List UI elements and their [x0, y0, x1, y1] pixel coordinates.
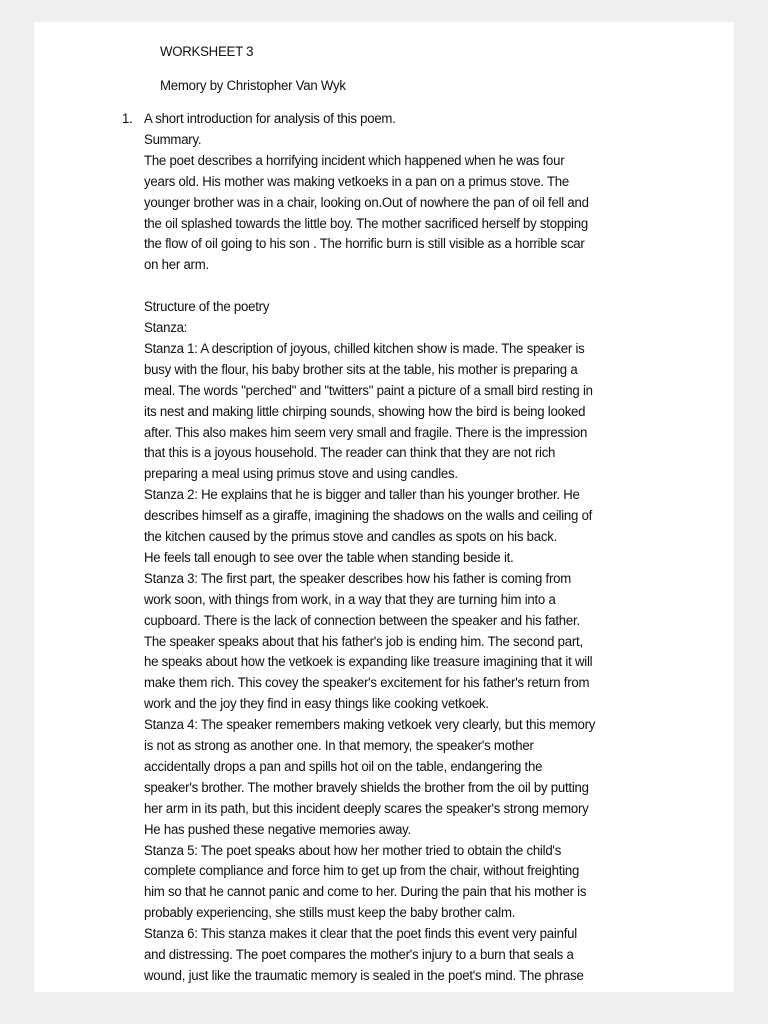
- body-text-line: describes himself as a giraffe, imagining the shadows on the walls and ceiling of: [144, 508, 593, 525]
- worksheet-title: WORKSHEET 3: [160, 44, 254, 60]
- body-text-line: probably experiencing, she stills must keep the baby brother calm.: [144, 905, 516, 922]
- body-text-line: meal. The words "perched" and "twitters" paint a picture of a small bird resting in: [144, 382, 593, 399]
- body-text-line: A short introduction for analysis of this poem.: [144, 111, 396, 127]
- body-text-line: busy with the flour, his baby brother sits at the table, his mother is preparing a: [144, 361, 578, 378]
- body-text-line: the kitchen caused by the primus stove and candles as spots on his back.: [144, 529, 558, 545]
- body-text-line: is not as strong as another one. In that memory, the speaker's mother: [144, 738, 534, 754]
- body-text-line: younger brother was in a chair, looking on.Out of nowhere the pan of oil fell and: [144, 194, 589, 211]
- body-text-line: her arm in its path, but this incident deeply scares the speaker's strong memory: [144, 800, 589, 817]
- body-text-line: he speaks about how the vetkoek is expanding like treasure imagining that it will: [144, 654, 593, 671]
- body-text-line: speaker's brother. The mother bravely shields the brother from the oil by putting: [144, 779, 589, 796]
- body-text-line: make them rich. This covey the speaker's excitement for his father's return from: [144, 675, 590, 692]
- body-text-line: preparing a meal using primus stove and using candles.: [144, 466, 458, 483]
- poem-title-author: Memory by Christopher Van Wyk: [160, 78, 346, 94]
- body-text-line: Stanza:: [144, 320, 188, 336]
- body-text-line: cupboard. There is the lack of connection between the speaker and his father.: [144, 612, 580, 629]
- body-text-line: that this is a joyous household. The reader can think that they are not rich: [144, 445, 556, 462]
- body-text-line: Stanza 5: The poet speaks about how her mother tried to obtain the child's: [144, 842, 562, 859]
- body-text-line: work and the joy they find in easy things like cooking vetkoek.: [144, 696, 489, 713]
- body-text-line: him so that he cannot panic and come to her. During the pain that his mother is: [144, 884, 587, 901]
- body-text-line: Stanza 4: The speaker remembers making vetkoek very clearly, but this memory: [144, 717, 596, 734]
- body-text-line: its nest and making little chirping sounds, showing how the bird is being looked: [144, 403, 586, 420]
- list-item-number: 1.: [122, 111, 133, 127]
- body-text-line: Structure of the poetry: [144, 299, 270, 316]
- body-text-line: Summary.: [144, 131, 202, 148]
- body-text-line: wound, just like the traumatic memory is sealed in the poet's mind. The phrase: [144, 967, 584, 984]
- body-text-line: complete compliance and force him to get up from the chair, without freighting: [144, 863, 580, 880]
- body-text-line: accidentally drops a pan and spills hot oil on the table, endangering the: [144, 758, 543, 775]
- body-text-line: He has pushed these negative memories away.: [144, 821, 411, 838]
- body-text-line: The poet describes a horrifying incident which happened when he was four: [144, 152, 565, 169]
- document-page: [34, 22, 734, 992]
- body-text-line: and distressing. The poet compares the mother's injury to a burn that seals a: [144, 947, 574, 963]
- body-text-line: the oil splashed towards the little boy. The mother sacrificed herself by stopping: [144, 215, 588, 232]
- body-text-line: Stanza 3: The first part, the speaker describes how his father is coming from: [144, 570, 572, 587]
- body-text-line: years old. His mother was making vetkoeks in a pan on a primus stove. The: [144, 173, 570, 190]
- body-text-line: work soon, with things from work, in a way that they are turning him into a: [144, 591, 556, 608]
- body-text-line: Stanza 1: A description of joyous, chilled kitchen show is made. The speaker is: [144, 340, 585, 357]
- body-text-line: The speaker speaks about that his father's job is ending him. The second part,: [144, 633, 583, 650]
- body-text-line: Stanza 2: He explains that he is bigger and taller than his younger brother. He: [144, 487, 580, 504]
- body-text-line: He feels tall enough to see over the table when standing beside it.: [144, 549, 514, 566]
- body-text-line: the flow of oil going to his son . The horrific burn is still visible as a horrible scar: [144, 236, 585, 253]
- body-text-line: after. This also makes him seem very small and fragile. There is the impression: [144, 424, 588, 441]
- body-text-line: Stanza 6: This stanza makes it clear that the poet finds this event very painful: [144, 926, 577, 943]
- body-text-line: on her arm.: [144, 257, 209, 274]
